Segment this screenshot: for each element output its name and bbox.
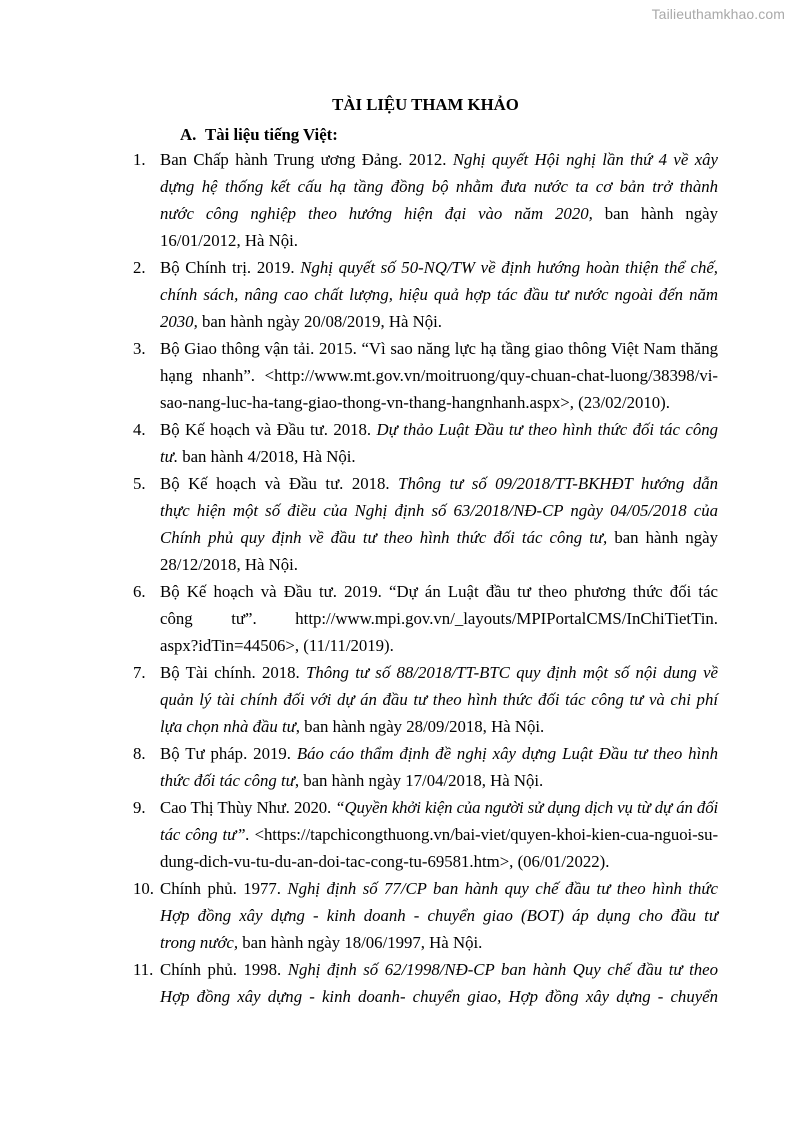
reference-line: [160, 713, 718, 740]
reference-text-italic: Dự thảo Luật Đầu tư theo hình thức đối tác công: [376, 419, 718, 439]
reference-line: [160, 416, 718, 443]
reference-line: [160, 443, 718, 470]
reference-line: [160, 686, 718, 713]
reference-line: [160, 767, 718, 794]
reference-text: aspx?idTin=44506>, (11/11/2019).: [160, 635, 394, 655]
reference-list: [133, 146, 718, 1010]
reference-line: [160, 632, 718, 659]
reference-line: [160, 524, 718, 551]
reference-line: [160, 929, 718, 956]
reference-item: [133, 470, 718, 578]
page-title: TÀI LIỆU THAM KHẢO: [332, 95, 519, 114]
reference-text: Bộ Kế hoạch và Đầu tư. 2018.: [160, 419, 377, 439]
reference-text: công tư”. http://www.mpi.gov.vn/_layouts/MPIPortalCMS/InChiTietTin.: [160, 608, 718, 628]
reference-text-italic: dựng hệ thống kết cấu hạ tầng đồng bộ nhằm đưa nước ta cơ bản trở thành: [160, 176, 718, 196]
reference-text-italic: Hợp đồng xây dựng - kinh doanh - chuyển giao (BOT) áp dụng cho đầu tư: [160, 905, 718, 925]
reference-line: [160, 740, 718, 767]
reference-item: [133, 578, 718, 659]
reference-number: 8.: [133, 743, 146, 763]
reference-line: [160, 173, 718, 200]
reference-text-italic: Nghị định số 62/1998/NĐ-CP ban hành Quy chế đầu tư theo: [287, 959, 718, 979]
reference-line: [160, 254, 718, 281]
reference-line: [160, 335, 718, 362]
reference-text: Bộ Kế hoạch và Đầu tư. 2019. “Dự án Luật đầu tư theo phương thức đối tác: [160, 581, 718, 601]
reference-item: [133, 956, 718, 1010]
reference-text: , ban hành ngày 17/04/2018, Hà Nội.: [294, 770, 544, 790]
reference-number: 11.: [133, 959, 154, 979]
section-letter: A.: [180, 125, 197, 144]
reference-number: 10.: [133, 878, 154, 898]
reference-item: [133, 146, 718, 254]
reference-text: 28/12/2018, Hà Nội.: [160, 554, 298, 574]
reference-text-italic: Nghị quyết số 50-NQ/TW về định hướng hoàn thiện thể chế,: [300, 257, 718, 277]
reference-number: 6.: [133, 581, 146, 601]
reference-text: Bộ Tư pháp. 2019.: [160, 743, 297, 763]
reference-text-italic: thức đối tác công tư: [160, 770, 295, 790]
reference-line: [160, 983, 718, 1010]
reference-number: 1.: [133, 149, 146, 169]
reference-line: [160, 659, 718, 686]
reference-line: [160, 605, 718, 632]
reference-text: dung-dich-vu-tu-du-an-doi-tac-cong-tu-69581.htm>, (06/01/2022).: [160, 851, 610, 871]
reference-item: [133, 254, 718, 335]
reference-text: ban hành 4/2018, Hà Nội.: [178, 446, 356, 466]
reference-number: 5.: [133, 473, 146, 493]
reference-item: [133, 740, 718, 794]
reference-line: [160, 389, 718, 416]
reference-line: [160, 200, 718, 227]
reference-text-italic: Chính phủ quy định về đầu tư theo hình thức đối tác công tư,: [160, 527, 608, 547]
reference-text-italic: Hợp đồng xây dựng - kinh doanh- chuyển giao, Hợp đồng xây dựng - chuyển: [160, 986, 718, 1006]
reference-text: ban hành ngày: [592, 203, 718, 223]
reference-line: [160, 146, 718, 173]
reference-text: <https://tapchicongthuong.vn/bai-viet/quyen-khoi-kien-cua-nguoi-su-: [249, 824, 718, 844]
reference-text: Chính phủ. 1998.: [160, 959, 288, 979]
reference-text-italic: Thông tư số 09/2018/TT-BKHĐT hướng dẫn: [398, 473, 718, 493]
reference-number: 9.: [133, 797, 146, 817]
reference-number: 7.: [133, 662, 146, 682]
reference-text-italic: lựa chọn nhà đầu tư: [160, 716, 296, 736]
reference-item: [133, 875, 718, 956]
reference-text: ban hành ngày 18/06/1997, Hà Nội.: [238, 932, 483, 952]
reference-text: ban hành ngày: [607, 527, 718, 547]
reference-line: [160, 578, 718, 605]
reference-line: [160, 470, 718, 497]
reference-text: , ban hành ngày 28/09/2018, Hà Nội.: [295, 716, 545, 736]
reference-text-italic: thực hiện một số điều của Nghị định số 63/2018/NĐ-CP ngày 04/05/2018 của: [160, 500, 718, 520]
reference-line: [160, 875, 718, 902]
reference-text: Cao Thị Thùy Như. 2020.: [160, 797, 336, 817]
reference-text: Bộ Tài chính. 2018.: [160, 662, 307, 682]
reference-line: [160, 956, 718, 983]
section-title: Tài liệu tiếng Việt:: [205, 125, 338, 144]
reference-line: [160, 821, 718, 848]
reference-line: [160, 308, 718, 335]
reference-line: [160, 362, 718, 389]
reference-text-italic: chính sách, nâng cao chất lượng, hiệu quả hợp tác đầu tư nước ngoài đến năm: [160, 284, 718, 304]
reference-line: [160, 281, 718, 308]
reference-text-italic: nước công nghiệp theo hướng hiện đại vào năm 2020,: [160, 203, 593, 223]
reference-item: [133, 335, 718, 416]
reference-text: Chính phủ. 1977.: [160, 878, 288, 898]
reference-text: hạng nhanh”. <http://www.mt.gov.vn/moitruong/quy-chuan-chat-luong/38398/vi-: [160, 365, 718, 385]
reference-text-italic: Thông tư số 88/2018/TT-BTC quy định một số nội dung về: [306, 662, 718, 682]
reference-text: Ban Chấp hành Trung ương Đảng. 2012.: [160, 149, 453, 169]
reference-item: [133, 659, 718, 740]
reference-line: [160, 794, 718, 821]
reference-text-italic: trong nước,: [160, 932, 239, 952]
reference-text-italic: “Quyền khởi kiện của người sử dụng dịch vụ từ dự án đối: [335, 797, 718, 817]
reference-number: 2.: [133, 257, 146, 277]
reference-text: Bộ Kế hoạch và Đầu tư. 2018.: [160, 473, 399, 493]
reference-item: [133, 794, 718, 875]
reference-line: [160, 848, 718, 875]
reference-text-italic: Nghị quyết Hội nghị lần thứ 4 về xây: [452, 149, 718, 169]
reference-text: ban hành ngày 20/08/2019, Hà Nội.: [197, 311, 442, 331]
reference-text: 16/01/2012, Hà Nội.: [160, 230, 298, 250]
reference-text: sao-nang-luc-ha-tang-giao-thong-vn-thang-hangnhanh.aspx>, (23/02/2010).: [160, 392, 670, 412]
reference-line: [160, 227, 718, 254]
section-heading: [180, 121, 338, 148]
reference-number: 4.: [133, 419, 146, 439]
reference-text-italic: Báo cáo thẩm định đề nghị xây dựng Luật Đầu tư theo hình: [296, 743, 718, 763]
reference-line: [160, 497, 718, 524]
reference-text-italic: 2030,: [160, 311, 198, 331]
watermark: Tailieuthamkhao.com: [651, 6, 785, 22]
reference-text-italic: Nghị định số 77/CP ban hành quy chế đầu tư theo hình thức: [287, 878, 718, 898]
reference-number: 3.: [133, 338, 146, 358]
reference-text-italic: tác công tư”.: [160, 824, 250, 844]
reference-text: Bộ Giao thông vận tải. 2015. “Vì sao năng lực hạ tầng giao thông Việt Nam thăng: [160, 338, 718, 358]
reference-item: [133, 416, 718, 470]
reference-text-italic: tư.: [160, 446, 179, 466]
reference-line: [160, 551, 718, 578]
reference-text: Bộ Chính trị. 2019.: [160, 257, 301, 277]
reference-line: [160, 902, 718, 929]
reference-text-italic: quản lý tài chính đối với dự án đầu tư theo hình thức đối tác công tư và chi phí: [160, 689, 718, 709]
